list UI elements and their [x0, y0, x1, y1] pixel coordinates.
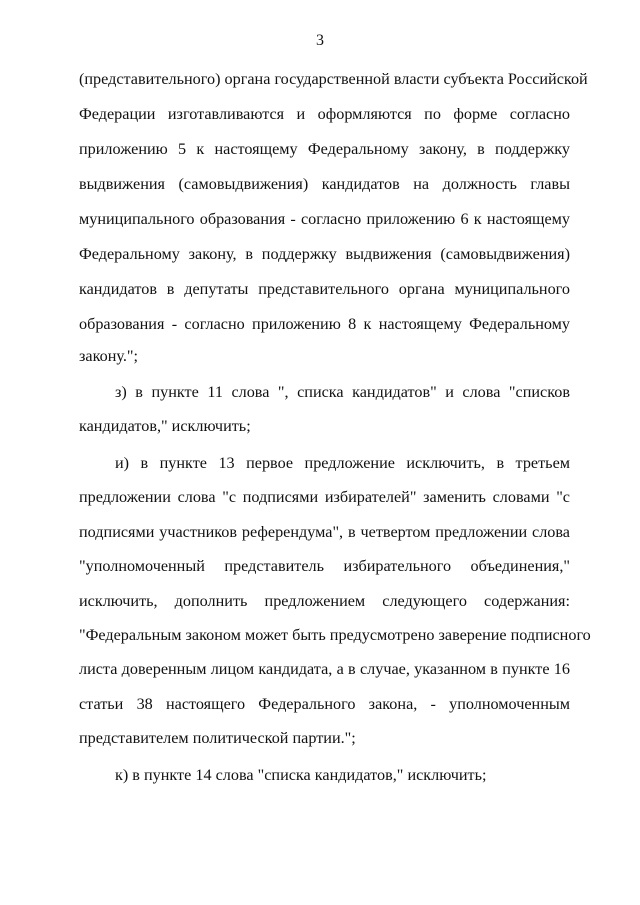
paragraph-line: листа доверенным лицом кандидата, а в случае, указанном в пункте 16 — [79, 660, 570, 678]
paragraph-line: образования - согласно приложению 8 к настоящему Федеральному — [79, 315, 570, 333]
page-number: 3 — [316, 32, 324, 49]
paragraph-line: выдвижения (самовыдвижения) кандидатов на должность главы — [79, 175, 570, 193]
paragraph-line: статьи 38 настоящего Федерального закона, - уполномоченным — [79, 695, 570, 713]
paragraph-line: "уполномоченный представитель избирательного объединения," — [79, 557, 570, 575]
paragraph-line: муниципального образования - согласно приложению 6 к настоящему — [79, 210, 570, 228]
paragraph-line: кандидатов в депутаты представительного органа муниципального — [79, 280, 570, 298]
paragraph-line: Федеральному закону, в поддержку выдвижения (самовыдвижения) — [79, 245, 570, 263]
paragraph-line: подписями участников референдума", в четвертом предложении слова — [79, 523, 570, 541]
paragraph-line: предложении слова "с подписями избирателей" заменить словами "с — [79, 488, 570, 506]
paragraph-line: закону."; — [79, 347, 139, 365]
paragraph-line: приложению 5 к настоящему Федеральному закону, в поддержку — [79, 140, 570, 158]
paragraph-line: (представительного) органа государственной власти субъекта Российской — [79, 70, 588, 88]
paragraph-line: к) в пункте 14 слова "списка кандидатов," исключить; — [115, 766, 487, 784]
paragraph-line: "Федеральным законом может быть предусмотрено заверение подписного — [79, 626, 591, 644]
paragraph-line: представителем политической партии."; — [79, 729, 356, 747]
paragraph-line: и) в пункте 13 первое предложение исключить, в третьем — [115, 454, 570, 472]
paragraph-line: Федерации изготавливаются и оформляются по форме согласно — [79, 105, 570, 123]
paragraph-line: з) в пункте 11 слова ", списка кандидатов" и слова "списков — [115, 383, 570, 401]
paragraph-line: исключить, дополнить предложением следующего содержания: — [79, 592, 570, 610]
paragraph-line: кандидатов," исключить; — [79, 417, 251, 435]
